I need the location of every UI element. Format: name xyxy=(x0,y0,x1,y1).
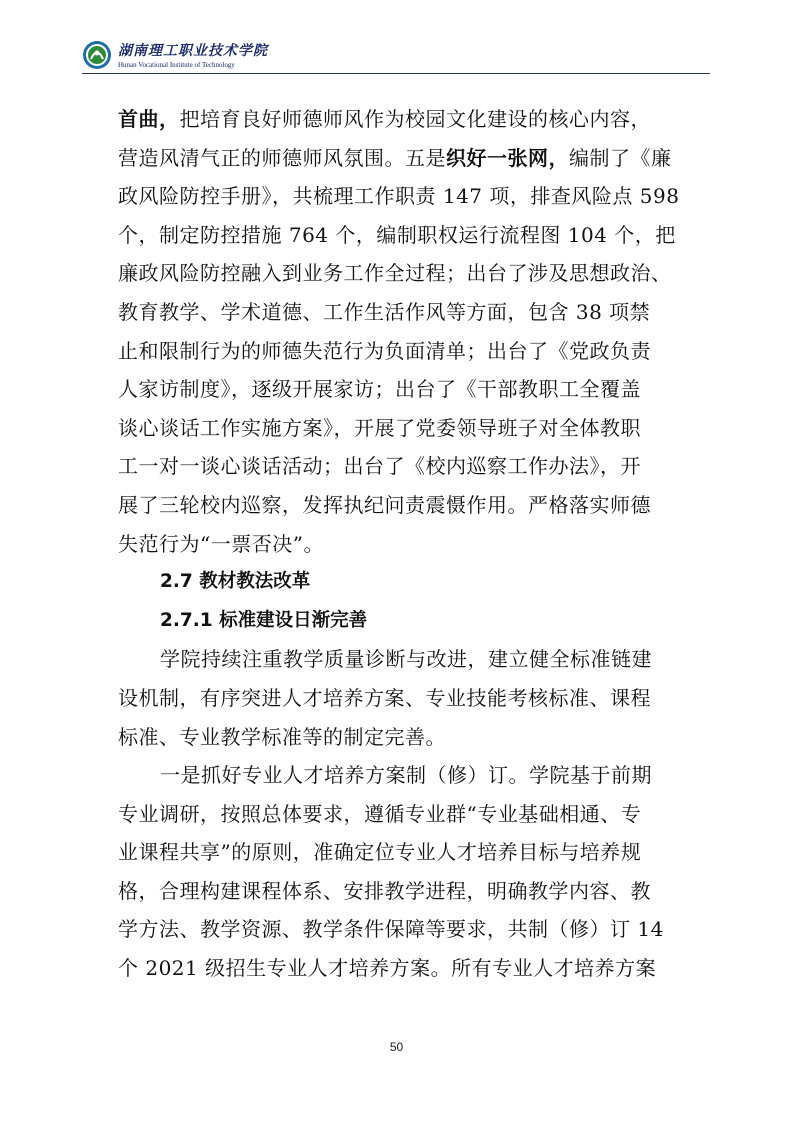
bold-phrase: 首曲， xyxy=(118,107,180,131)
text-line: 学院持续注重教学质量诊断与改进，建立健全标准链建 xyxy=(160,647,652,672)
page-number: 50 xyxy=(389,1040,404,1054)
text-line: 设机制，有序突进人才培养方案、专业技能考核标准、课程 xyxy=(118,685,651,710)
college-logo-icon xyxy=(82,40,112,70)
text-line: 个，制定防控措施 764 个，编制职权运行流程图 104 个，把 xyxy=(118,222,676,247)
subsection-heading: 2.7.1 标准建设日渐完善 xyxy=(160,609,368,631)
section-heading: 2.7 教材教法改革 xyxy=(160,571,311,593)
bold-phrase: 织好一张网， xyxy=(446,145,569,170)
text-line: 一是抓好专业人才培养方案制（修）订。学院基于前期 xyxy=(160,763,652,788)
text-line: 廉政风险防控融入到业务工作全过程；出台了涉及思想政治、 xyxy=(118,261,672,286)
text-line: 教育教学、学术道德、工作生活作风等方面，包含 38 项禁 xyxy=(118,299,651,324)
logo-english-name: Hunan Vocational Institute of Technology xyxy=(118,61,235,69)
logo-chinese-name: 湖南理工职业技术学院 xyxy=(118,43,268,59)
logo-text xyxy=(118,40,268,69)
page-header xyxy=(82,38,710,76)
text-line: 政风险防控手册》，共梳理工作职责 147 项，排查风险点 598 xyxy=(118,184,680,209)
text-segment: 营造风清气正的师德师风氛围。五是 xyxy=(118,145,446,170)
text-line: 展了三轮校内巡察，发挥执纪问责震慑作用。严格落实师德 xyxy=(118,492,651,517)
document-body xyxy=(118,100,682,988)
text-line: 工一对一谈心谈话活动；出台了《校内巡察工作办法》，开 xyxy=(118,454,641,479)
text-line: 格，合理构建课程体系、安排教学进程，明确教学内容、教 xyxy=(118,878,651,903)
text-line: 个 2021 级招生专业人才培养方案。所有专业人才培养方案 xyxy=(118,956,657,981)
text-line xyxy=(118,139,682,178)
text-line: 标准、专业教学标准等的制定完善。 xyxy=(118,724,446,749)
text-segment: 把培育良好师德师风作为校园文化建设的核心内容， xyxy=(179,107,651,131)
text-segment: 编制了《廉 xyxy=(569,145,672,170)
text-line: 业课程共享”的原则，准确定位专业人才培养目标与培养规 xyxy=(118,840,642,865)
text-line: 人家访制度》，逐级开展家访；出台了《干部教职工全覆盖 xyxy=(118,377,641,402)
text-line: 学方法、教学资源、教学条件保障等要求，共制（修）订 14 xyxy=(118,917,664,942)
text-line: 谈心谈话工作实施方案》，开展了党委领导班子对全体教职 xyxy=(118,415,641,440)
text-line: 专业调研，按照总体要求，遵循专业群“专业基础相通、专 xyxy=(118,801,642,826)
text-line: 止和限制行为的师德失范行为负面清单；出台了《党政负责 xyxy=(118,338,651,363)
text-line: 失范行为“一票否决”。 xyxy=(118,531,324,556)
text-line xyxy=(118,100,682,139)
header-divider xyxy=(82,73,710,74)
